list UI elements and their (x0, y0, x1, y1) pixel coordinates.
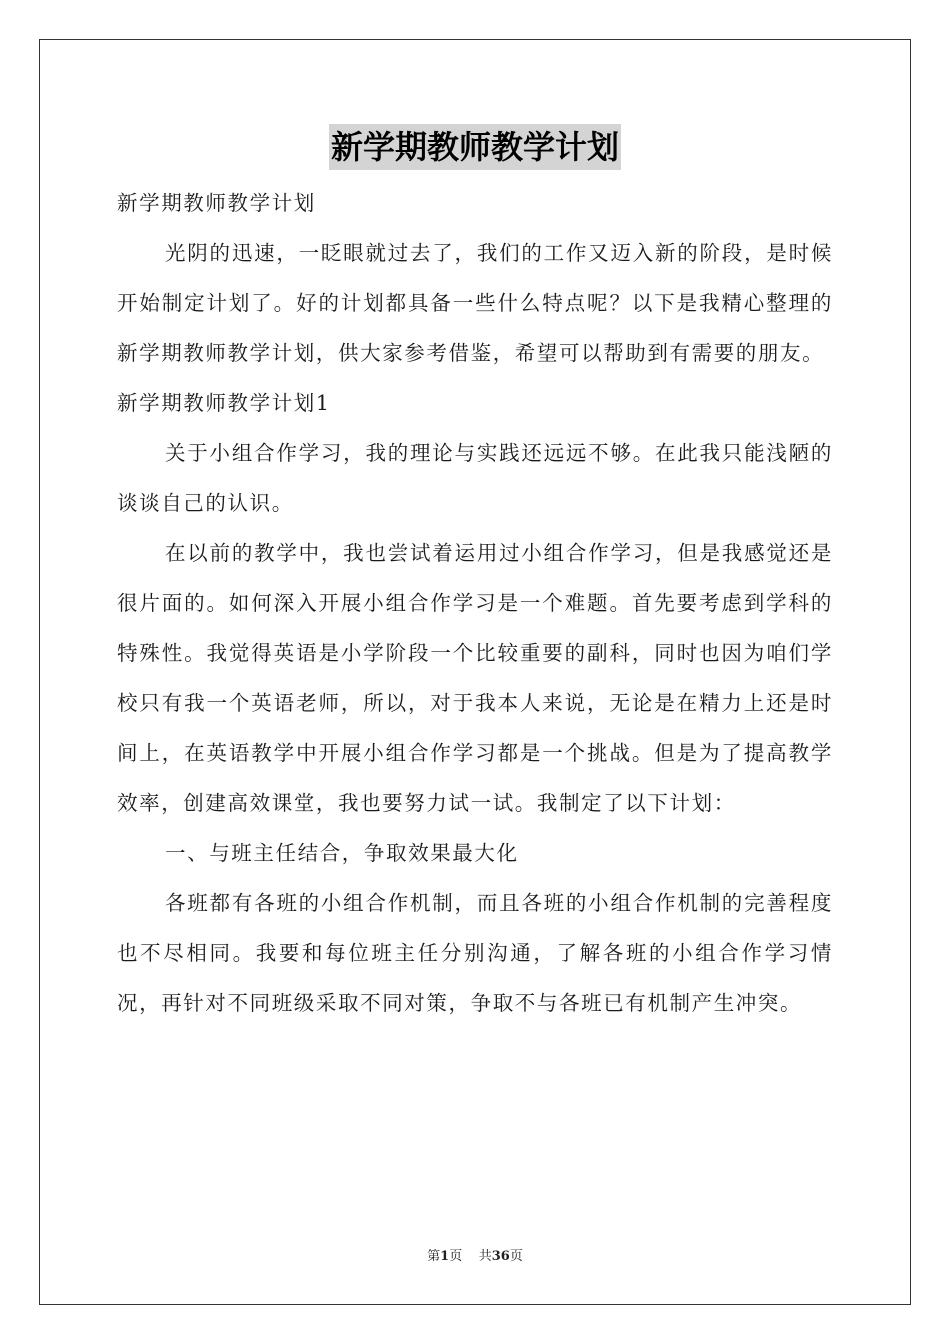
intro-paragraph: 光阴的迅速，一眨眼就过去了，我们的工作又迈入新的阶段，是时候开始制定计划了。好的计划都具备一些什么特点呢？以下是我精心整理的新学期教师教学计划，供大家参考借鉴，希望可以帮助到有需要的朋友。 (117, 241, 833, 365)
page-total: 36 (491, 1249, 510, 1264)
total-prefix: 共 (478, 1249, 492, 1264)
page-prefix: 第 (427, 1249, 441, 1264)
page-footer (0, 1248, 950, 1266)
body-paragraph-3: 各班都有各班的小组合作机制，而且各班的小组合作机制的完善程度也不尽相同。我要和每位班主任分别沟通，了解各班的小组合作学习情况，再针对不同班级采取不同对策，争取不与各班已有机制产生冲突。 (117, 891, 833, 1015)
body-paragraph-1: 关于小组合作学习，我的理论与实践还远远不够。在此我只能浅陋的谈谈自己的认识。 (117, 441, 833, 515)
total-suffix: 页 (509, 1249, 523, 1264)
body-paragraph-2: 在以前的教学中，我也尝试着运用过小组合作学习，但是我感觉还是很片面的。如何深入开展小组合作学习是一个难题。首先要考虑到学科的特殊性。我觉得英语是小学阶段一个比较重要的副科，同时也因为咱们学校只有我一个英语老师，所以，对于我本人来说，无论是在精力上还是时间上，在英语教学中开展小组合作学习都是一个挑战。但是为了提高教学效率，创建高效课堂，我也要努力试一试。我制定了以下计划： (117, 541, 833, 815)
document-body (117, 178, 833, 1028)
subheading-1: 一、与班主任结合，争取效果最大化 (165, 841, 519, 865)
document-title: 新学期教师教学计划 (329, 124, 621, 170)
document-subtitle: 新学期教师教学计划 (117, 191, 316, 215)
section-heading: 新学期教师教学计划1 (117, 391, 331, 415)
title-container (0, 124, 950, 170)
page-number: 1 (440, 1249, 450, 1264)
page-suffix: 页 (449, 1249, 463, 1264)
